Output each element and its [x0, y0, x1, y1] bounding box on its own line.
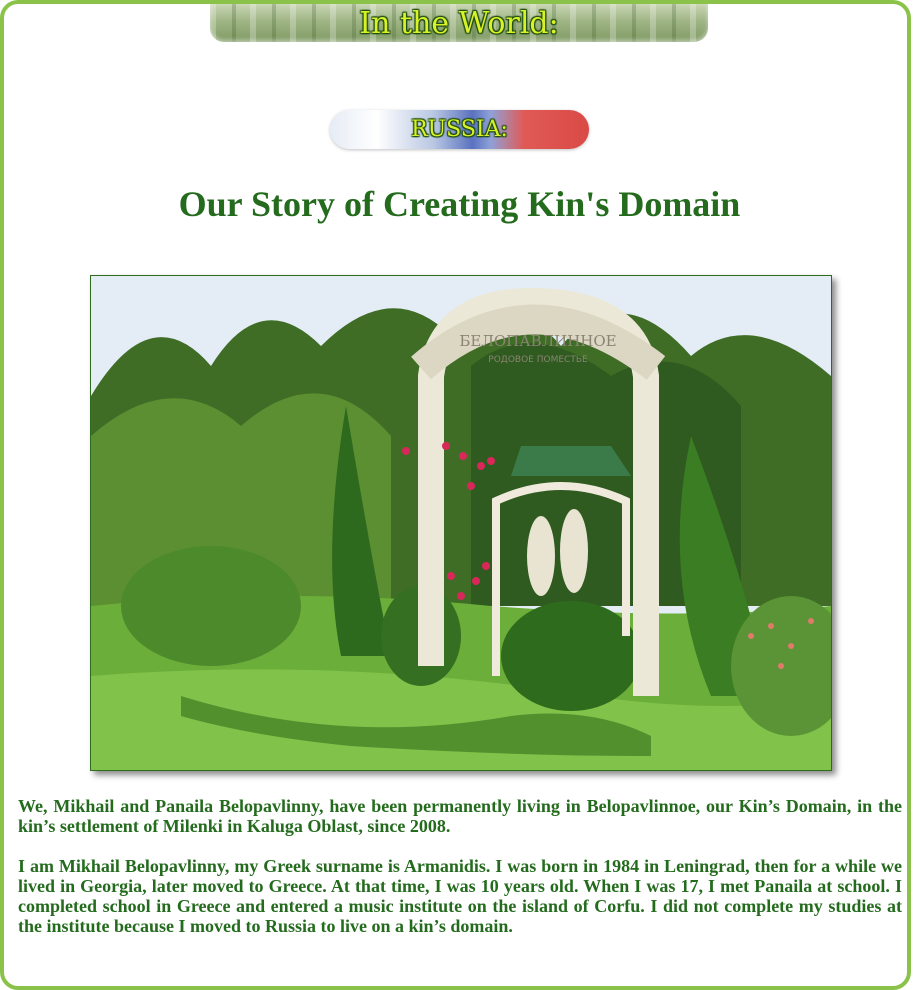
garden-gate-illustration — [91, 276, 831, 770]
page-title: Our Story of Creating Kin's Domain — [178, 184, 741, 224]
section-banner-label: In the World: — [359, 5, 559, 41]
arch-sign-line2: РОДОВОЕ ПОМЕСТЬЕ — [488, 355, 588, 365]
article-paragraph: We, Mikhail and Panaila Belopavlinny, have been permanently living in Belopavlinnoe, our Kin’s Domain, in the kin’s settlement of Milenki in Kaluga Oblast, since 2008. — [18, 796, 902, 836]
garden-gate-photo — [90, 275, 832, 771]
country-banner — [330, 110, 589, 149]
arch-sign-line1: БЕЛОПАВЛИННОЕ — [459, 332, 617, 350]
section-banner — [210, 4, 708, 42]
article-paragraph: I am Mikhail Belopavlinny, my Greek surname is Armanidis. I was born in 1984 in Leningrad, then for a while we lived in Georgia, later moved to Greece. At that time, I was 10 years old. When I was 17, I met Panaila at school. I completed school in Greece and entered a music institute on the island of Corfu. I did not complete my studies at the institute because I moved to Russia to live on a kin’s domain. — [18, 856, 902, 936]
article-body — [18, 796, 902, 956]
country-banner-label: RUSSIA: — [411, 117, 508, 142]
